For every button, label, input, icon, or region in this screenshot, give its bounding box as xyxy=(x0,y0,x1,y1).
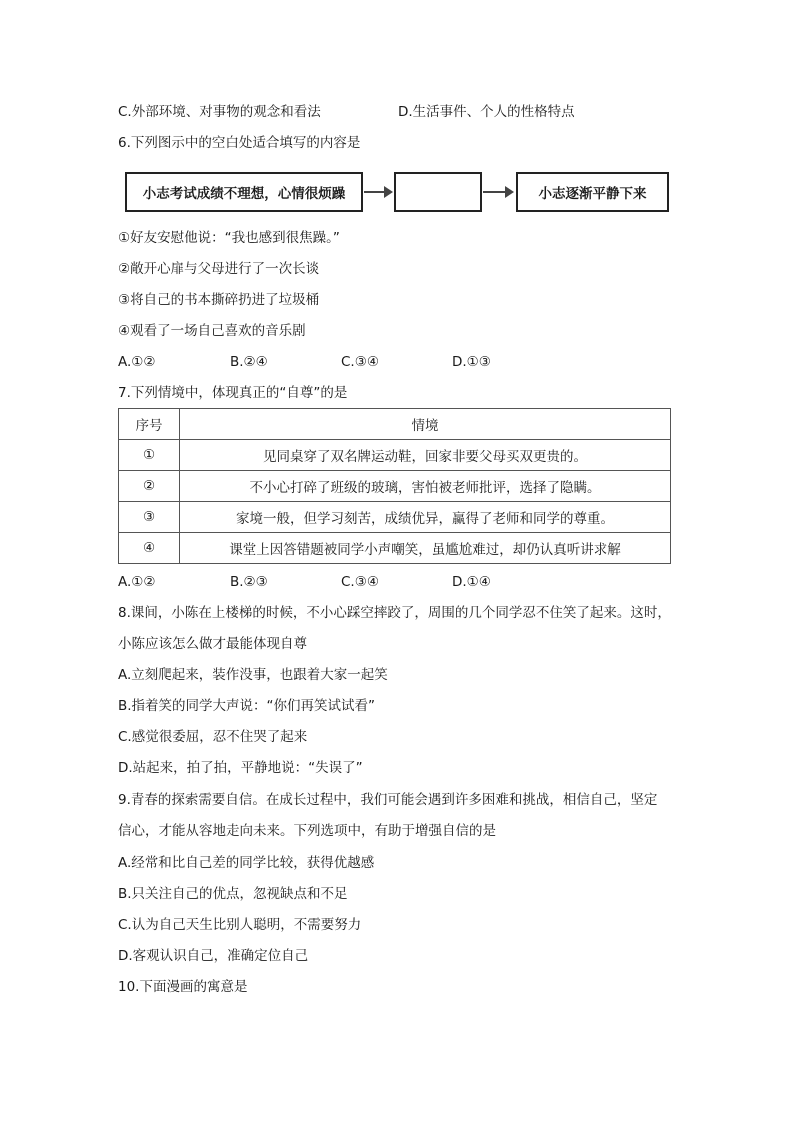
table-cell-number: ② xyxy=(119,471,180,502)
table-cell-number: ③ xyxy=(119,502,180,533)
q10-stem: 10.下面漫画的寓意是 xyxy=(118,979,248,995)
q9-option-c: C.认为自己天生比别人聪明，不需要努力 xyxy=(118,917,362,933)
q9-option-d: D.客观认识自己，准确定位自己 xyxy=(118,948,309,964)
table-cell-scenario: 家境一般，但学习刻苦，成绩优异，赢得了老师和同学的尊重。 xyxy=(180,502,671,533)
q9-option-a: A.经常和比自己差的同学比较，获得优越感 xyxy=(118,855,375,871)
q6-stem: 6.下列图示中的空白处适合填写的内容是 xyxy=(118,135,361,151)
q6-option-a: A.①② xyxy=(118,354,156,370)
q6-option-b: B.②④ xyxy=(230,354,268,370)
q5-option-c: C.外部环境、对事物的观念和看法 xyxy=(118,104,321,120)
q6-statement-2: ②敞开心扉与父母进行了一次长谈 xyxy=(118,261,320,277)
q6-statement-4: ④观看了一场自己喜欢的音乐剧 xyxy=(118,323,306,339)
table-cell-scenario: 课堂上因答错题被同学小声嘲笑，虽尴尬难过，却仍认真听讲求解 xyxy=(180,533,671,564)
q8-stem-line-1: 8.课间，小陈在上楼梯的时候，不小心踩空摔跤了，周围的几个同学忍不住笑了起来。这时， xyxy=(118,605,671,621)
table-cell-scenario: 不小心打碎了班级的玻璃，害怕被老师批评，选择了隐瞒。 xyxy=(180,471,671,502)
table-row xyxy=(119,440,671,471)
q6-statement-1: ①好友安慰他说：“我也感到很焦躁。” xyxy=(118,230,340,246)
q7-scenario-table xyxy=(118,408,671,564)
q8-option-a: A.立刻爬起来，装作没事，也跟着大家一起笑 xyxy=(118,667,388,683)
table-row xyxy=(119,533,671,564)
q9-stem-line-1: 9.青春的探索需要自信。在成长过程中，我们可能会遇到许多困难和挑战，相信自己，坚定 xyxy=(118,792,658,808)
table-cell-number: ④ xyxy=(119,533,180,564)
q7-option-d: D.①④ xyxy=(452,574,491,590)
q8-option-b: B.指着笑的同学大声说：“你们再笑试试看” xyxy=(118,698,376,714)
q7-stem: 7.下列情境中，体现真正的“自尊”的是 xyxy=(118,385,348,401)
q9-stem-line-2: 信心，才能从容地走向未来。下列选项中，有助于增强自信的是 xyxy=(118,823,496,839)
arrow-right-icon xyxy=(364,191,391,193)
arrow-right-icon xyxy=(483,191,512,193)
q8-option-c: C.感觉很委屈，忍不住哭了起来 xyxy=(118,729,308,745)
q8-stem-line-2: 小陈应该怎么做才最能体现自尊 xyxy=(118,636,307,652)
q6-options-row xyxy=(118,353,678,371)
q8-option-d: D.站起来，拍了拍，平静地说：“失误了” xyxy=(118,760,363,776)
table-cell-number: ① xyxy=(119,440,180,471)
diagram-blank-box xyxy=(394,172,482,212)
table-header-row xyxy=(119,409,671,440)
q9-option-b: B.只关注自己的优点，忽视缺点和不足 xyxy=(118,886,348,902)
q6-statement-3: ③将自己的书本撕碎扔进了垃圾桶 xyxy=(118,292,320,308)
table-header-scenario: 情境 xyxy=(180,409,671,440)
diagram-end-box: 小志逐渐平静下来 xyxy=(516,172,669,212)
q5-option-d: D.生活事件、个人的性格特点 xyxy=(398,104,575,120)
table-header-number: 序号 xyxy=(119,409,180,440)
q7-option-b: B.②③ xyxy=(230,574,268,590)
diagram-start-box: 小志考试成绩不理想，心情很烦躁 xyxy=(125,172,363,212)
q7-options-row xyxy=(118,573,678,591)
q7-option-c: C.③④ xyxy=(341,574,379,590)
q6-option-c: C.③④ xyxy=(341,354,379,370)
q6-option-d: D.①③ xyxy=(452,354,491,370)
table-row xyxy=(119,471,671,502)
q5-options-row xyxy=(118,103,678,121)
q7-option-a: A.①② xyxy=(118,574,156,590)
table-row xyxy=(119,502,671,533)
table-cell-scenario: 见同桌穿了双名牌运动鞋，回家非要父母买双更贵的。 xyxy=(180,440,671,471)
